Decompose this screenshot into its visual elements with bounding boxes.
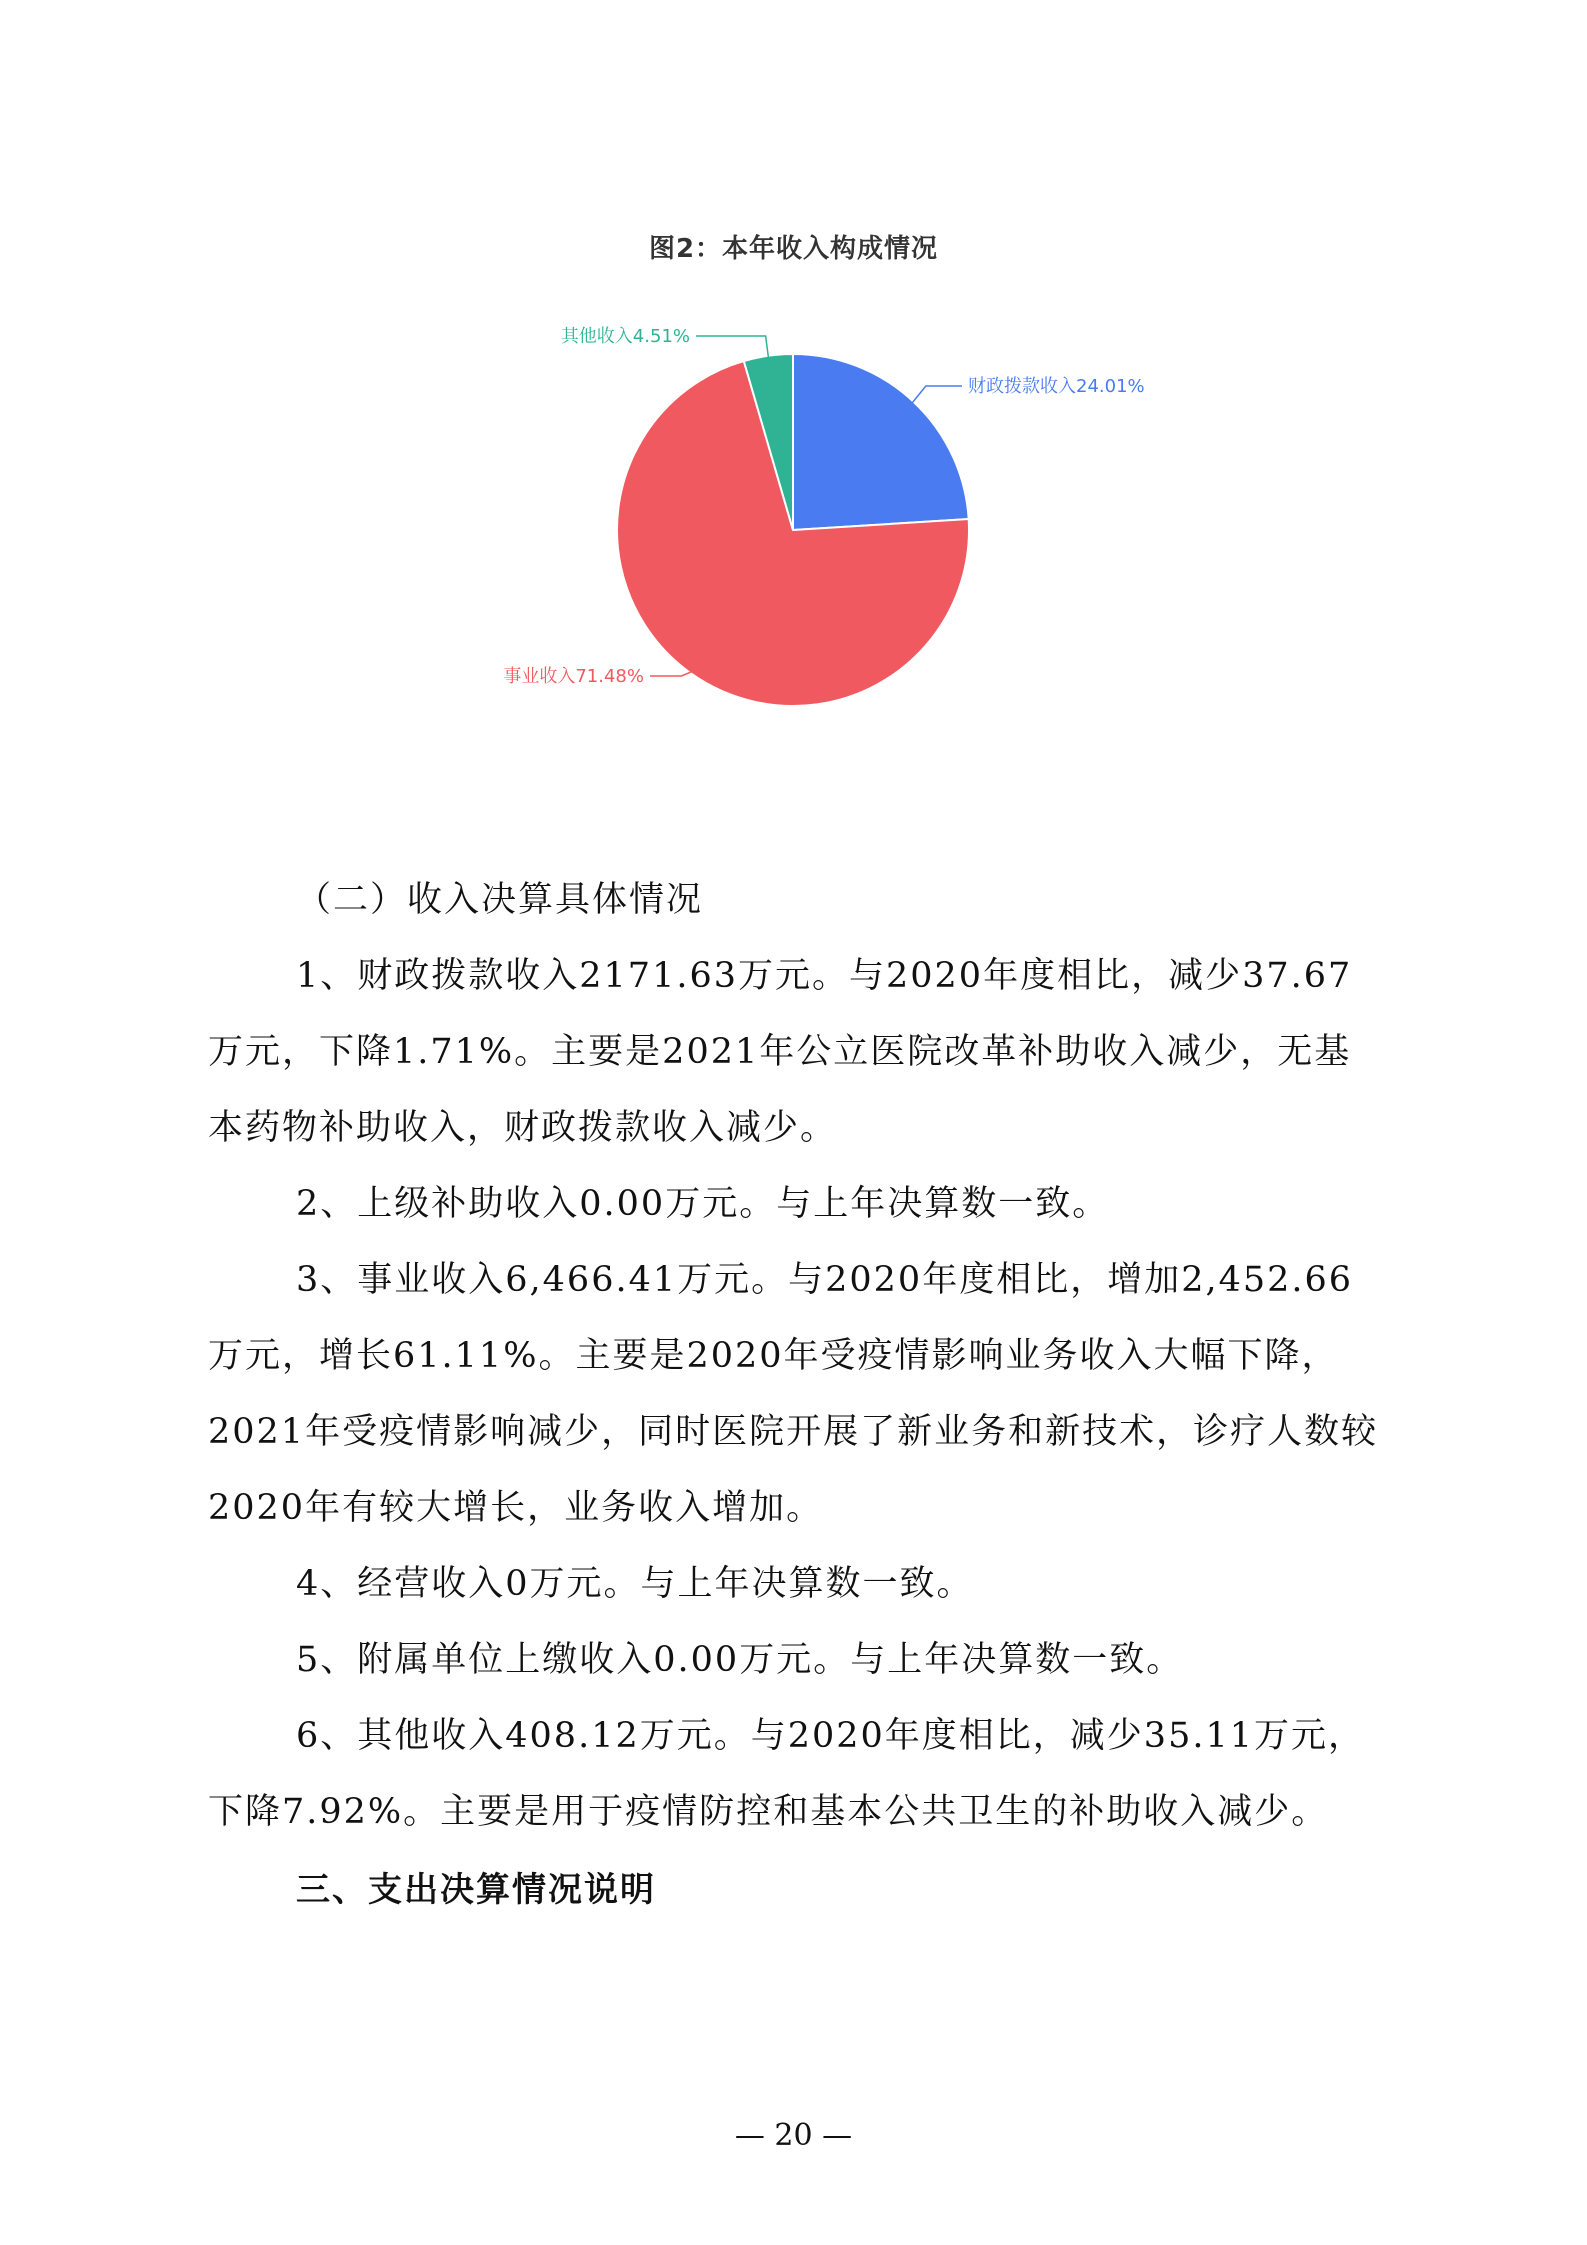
paragraph-5: 5、附属单位上缴收入0.00万元。与上年决算数一致。 (296, 1640, 1184, 1680)
page-number: — 20 — (734, 2118, 853, 2153)
paragraph-6: 6、其他收入408.12万元。与2020年度相比，减少35.11万元，下降7.92%。主要是用于疫情防控和基本公共卫生的补助收入减少。 (208, 1716, 1366, 1832)
subheading-income-details: （二）收入决算具体情况 (296, 880, 704, 920)
chart-title: 图2：本年收入构成情况 (648, 234, 939, 264)
paragraph-2: 2、上级补助收入0.00万元。与上年决算数一致。 (296, 1184, 1110, 1224)
pie-slice-1 (793, 354, 969, 530)
paragraph-1: 1、财政拨款收入2171.63万元。与2020年度相比，减少37.67万元，下降1.71%。主要是2021年公立医院改革补助收入减少，无基本药物补助收入，财政拨款收入减少。 (208, 956, 1353, 1148)
paragraph-3: 3、事业收入6,466.41万元。与2020年度相比，增加2,452.66万元，增长61.11%。主要是2020年受疫情影响业务收入大幅下降，2021年受疫情影响减少，同时医院开展了新业务和新技术，诊疗人数较2020年有较大增长，业务收入增加。 (208, 1260, 1379, 1528)
pie-leader-line-1 (911, 386, 962, 405)
pie-label-1: 财政拨款收入24.01% (968, 376, 1145, 397)
section-heading-expenditure: 三、支出决算情况说明 (296, 1870, 656, 1910)
pie-leader-line-3 (696, 336, 769, 360)
document-body (208, 862, 1388, 1928)
income-pie-chart (0, 0, 1587, 760)
pie-label-3: 其他收入4.51% (560, 326, 690, 347)
pie-label-2: 事业收入71.48% (503, 666, 644, 687)
paragraph-4: 4、经营收入0万元。与上年决算数一致。 (296, 1564, 974, 1604)
